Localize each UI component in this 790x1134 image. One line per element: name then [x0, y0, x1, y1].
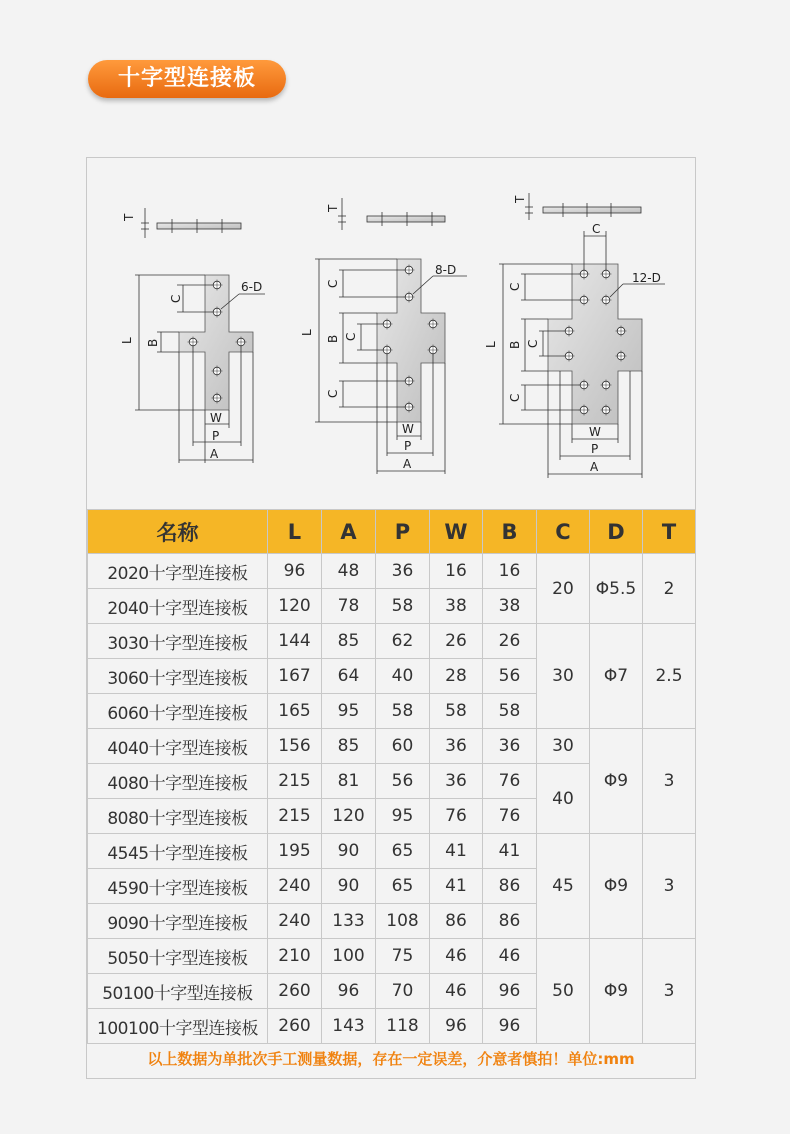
cell-W: 36	[430, 764, 483, 799]
cell-W: 41	[430, 834, 483, 869]
cell-name: 4590十字型连接板	[88, 869, 268, 904]
cell-C: 45	[537, 834, 590, 939]
cell-B: 96	[483, 974, 537, 1009]
cell-W: 76	[430, 799, 483, 834]
cell-W: 38	[430, 589, 483, 624]
cell-name: 9090十字型连接板	[88, 904, 268, 939]
holes-label-1: 6-D	[241, 280, 263, 294]
cell-A: 143	[322, 1009, 376, 1044]
header-B: B	[483, 510, 537, 554]
cell-name: 2040十字型连接板	[88, 589, 268, 624]
cell-P: 56	[376, 764, 430, 799]
cell-T: 3	[643, 729, 696, 834]
cell-T: 3	[643, 939, 696, 1044]
cell-A: 64	[322, 659, 376, 694]
cell-P: 40	[376, 659, 430, 694]
cell-W: 96	[430, 1009, 483, 1044]
cell-A: 100	[322, 939, 376, 974]
dim-B-label-2: B	[326, 334, 340, 343]
header-W: W	[430, 510, 483, 554]
header-P: P	[376, 510, 430, 554]
dim-C-label-3c: C	[508, 393, 522, 402]
header-L: L	[268, 510, 322, 554]
dim-C-label-3a: C	[508, 282, 522, 291]
dim-C-label-2c: C	[326, 389, 340, 398]
table-header-row	[88, 510, 696, 554]
cell-B: 46	[483, 939, 537, 974]
cell-name: 2020十字型连接板	[88, 554, 268, 589]
cell-P: 62	[376, 624, 430, 659]
cell-P: 65	[376, 834, 430, 869]
cell-B: 16	[483, 554, 537, 589]
cell-A: 85	[322, 624, 376, 659]
drawing-2020	[135, 208, 265, 463]
dim-P-label-1: P	[212, 429, 220, 443]
cell-W: 58	[430, 694, 483, 729]
cell-P: 36	[376, 554, 430, 589]
cell-B: 38	[483, 589, 537, 624]
cell-name: 4545十字型连接板	[88, 834, 268, 869]
table-row	[88, 729, 696, 764]
dim-B-label-1: B	[146, 338, 160, 347]
spec-table	[87, 509, 696, 1044]
cell-D: Φ5.5	[590, 554, 643, 624]
header-C: C	[537, 510, 590, 554]
cell-W: 26	[430, 624, 483, 659]
cell-P: 108	[376, 904, 430, 939]
cell-W: 36	[430, 729, 483, 764]
spec-panel	[86, 157, 696, 1079]
cell-C: 40	[537, 764, 590, 834]
section-title: 十字型连接板	[88, 60, 286, 98]
dim-A-label-1: A	[210, 447, 219, 461]
cell-P: 58	[376, 694, 430, 729]
cell-D: Φ9	[590, 729, 643, 834]
cell-name: 50100十字型连接板	[88, 974, 268, 1009]
dim-C-label-2a: C	[326, 279, 340, 288]
cell-C: 30	[537, 729, 590, 764]
header-T: T	[643, 510, 696, 554]
holes-label-3: 12-D	[632, 271, 661, 285]
cell-W: 86	[430, 904, 483, 939]
cell-name: 100100十字型连接板	[88, 1009, 268, 1044]
holes-label-2: 8-D	[435, 263, 457, 277]
dim-C-label-3b: C	[526, 339, 540, 348]
cell-A: 48	[322, 554, 376, 589]
cell-B: 26	[483, 624, 537, 659]
cell-A: 78	[322, 589, 376, 624]
cell-name: 5050十字型连接板	[88, 939, 268, 974]
cell-W: 28	[430, 659, 483, 694]
cell-A: 81	[322, 764, 376, 799]
cell-B: 58	[483, 694, 537, 729]
cell-B: 56	[483, 659, 537, 694]
cell-C: 50	[537, 939, 590, 1044]
dim-W-label-3: W	[589, 425, 601, 439]
cell-L: 240	[268, 904, 322, 939]
table-row	[88, 554, 696, 589]
dim-C-label-1: C	[169, 294, 183, 303]
footer-note: 以上数据为单批次手工测量数据，存在一定误差，介意者慎拍！单位:mm	[147, 1050, 635, 1068]
cell-T: 2.5	[643, 624, 696, 729]
cell-name: 3060十字型连接板	[88, 659, 268, 694]
cell-A: 85	[322, 729, 376, 764]
cell-A: 95	[322, 694, 376, 729]
cell-name: 6060十字型连接板	[88, 694, 268, 729]
cell-name: 4040十字型连接板	[88, 729, 268, 764]
cell-W: 41	[430, 869, 483, 904]
header-name: 名称	[88, 510, 268, 554]
header-D: D	[590, 510, 643, 554]
header-A: A	[322, 510, 376, 554]
cell-L: 195	[268, 834, 322, 869]
cell-L: 215	[268, 799, 322, 834]
cell-B: 86	[483, 869, 537, 904]
cell-T: 3	[643, 834, 696, 939]
cell-A: 133	[322, 904, 376, 939]
cell-B: 86	[483, 904, 537, 939]
dim-L-label-1: L	[120, 337, 134, 344]
cell-A: 120	[322, 799, 376, 834]
cell-P: 95	[376, 799, 430, 834]
cell-C: 20	[537, 554, 590, 624]
table-row	[88, 624, 696, 659]
cell-L: 96	[268, 554, 322, 589]
cell-name: 4080十字型连接板	[88, 764, 268, 799]
cell-A: 90	[322, 869, 376, 904]
cell-L: 260	[268, 974, 322, 1009]
technical-drawings	[87, 158, 695, 510]
dim-T-label-2: T	[326, 204, 340, 212]
table-row	[88, 939, 696, 974]
cell-D: Φ7	[590, 624, 643, 729]
cell-L: 240	[268, 869, 322, 904]
cell-W: 46	[430, 939, 483, 974]
dim-T-label-1: T	[122, 213, 136, 221]
dim-A-label-3: A	[590, 460, 599, 474]
cell-D: Φ9	[590, 939, 643, 1044]
dim-W-label-2: W	[402, 422, 414, 436]
table-row	[88, 834, 696, 869]
cell-L: 167	[268, 659, 322, 694]
cell-B: 76	[483, 799, 537, 834]
cell-D: Φ9	[590, 834, 643, 939]
cell-L: 215	[268, 764, 322, 799]
dim-C-label-2b: C	[344, 332, 358, 341]
cell-P: 60	[376, 729, 430, 764]
cell-P: 65	[376, 869, 430, 904]
dim-P-label-3: P	[591, 442, 599, 456]
cell-P: 75	[376, 939, 430, 974]
cell-A: 96	[322, 974, 376, 1009]
cell-name: 3030十字型连接板	[88, 624, 268, 659]
dim-L-label-3: L	[484, 341, 498, 348]
cell-B: 41	[483, 834, 537, 869]
dim-P-label-2: P	[404, 439, 412, 453]
dim-L-label-2: L	[300, 329, 314, 336]
dim-T-label-3: T	[513, 195, 527, 203]
cell-name: 8080十字型连接板	[88, 799, 268, 834]
dim-C-label-3top: C	[592, 222, 601, 236]
cell-C: 30	[537, 624, 590, 729]
dim-B-label-3: B	[508, 340, 522, 349]
cell-L: 120	[268, 589, 322, 624]
dim-W-label-1: W	[210, 411, 222, 425]
cell-L: 210	[268, 939, 322, 974]
cell-L: 156	[268, 729, 322, 764]
cell-T: 2	[643, 554, 696, 624]
cell-W: 16	[430, 554, 483, 589]
cell-W: 46	[430, 974, 483, 1009]
cell-P: 58	[376, 589, 430, 624]
cell-A: 90	[322, 834, 376, 869]
cell-L: 165	[268, 694, 322, 729]
cell-B: 96	[483, 1009, 537, 1044]
cell-L: 260	[268, 1009, 322, 1044]
cell-B: 36	[483, 729, 537, 764]
cell-B: 76	[483, 764, 537, 799]
cell-L: 144	[268, 624, 322, 659]
cell-P: 70	[376, 974, 430, 1009]
dim-A-label-2: A	[403, 457, 412, 471]
drawing-4040	[499, 193, 665, 478]
cell-P: 118	[376, 1009, 430, 1044]
